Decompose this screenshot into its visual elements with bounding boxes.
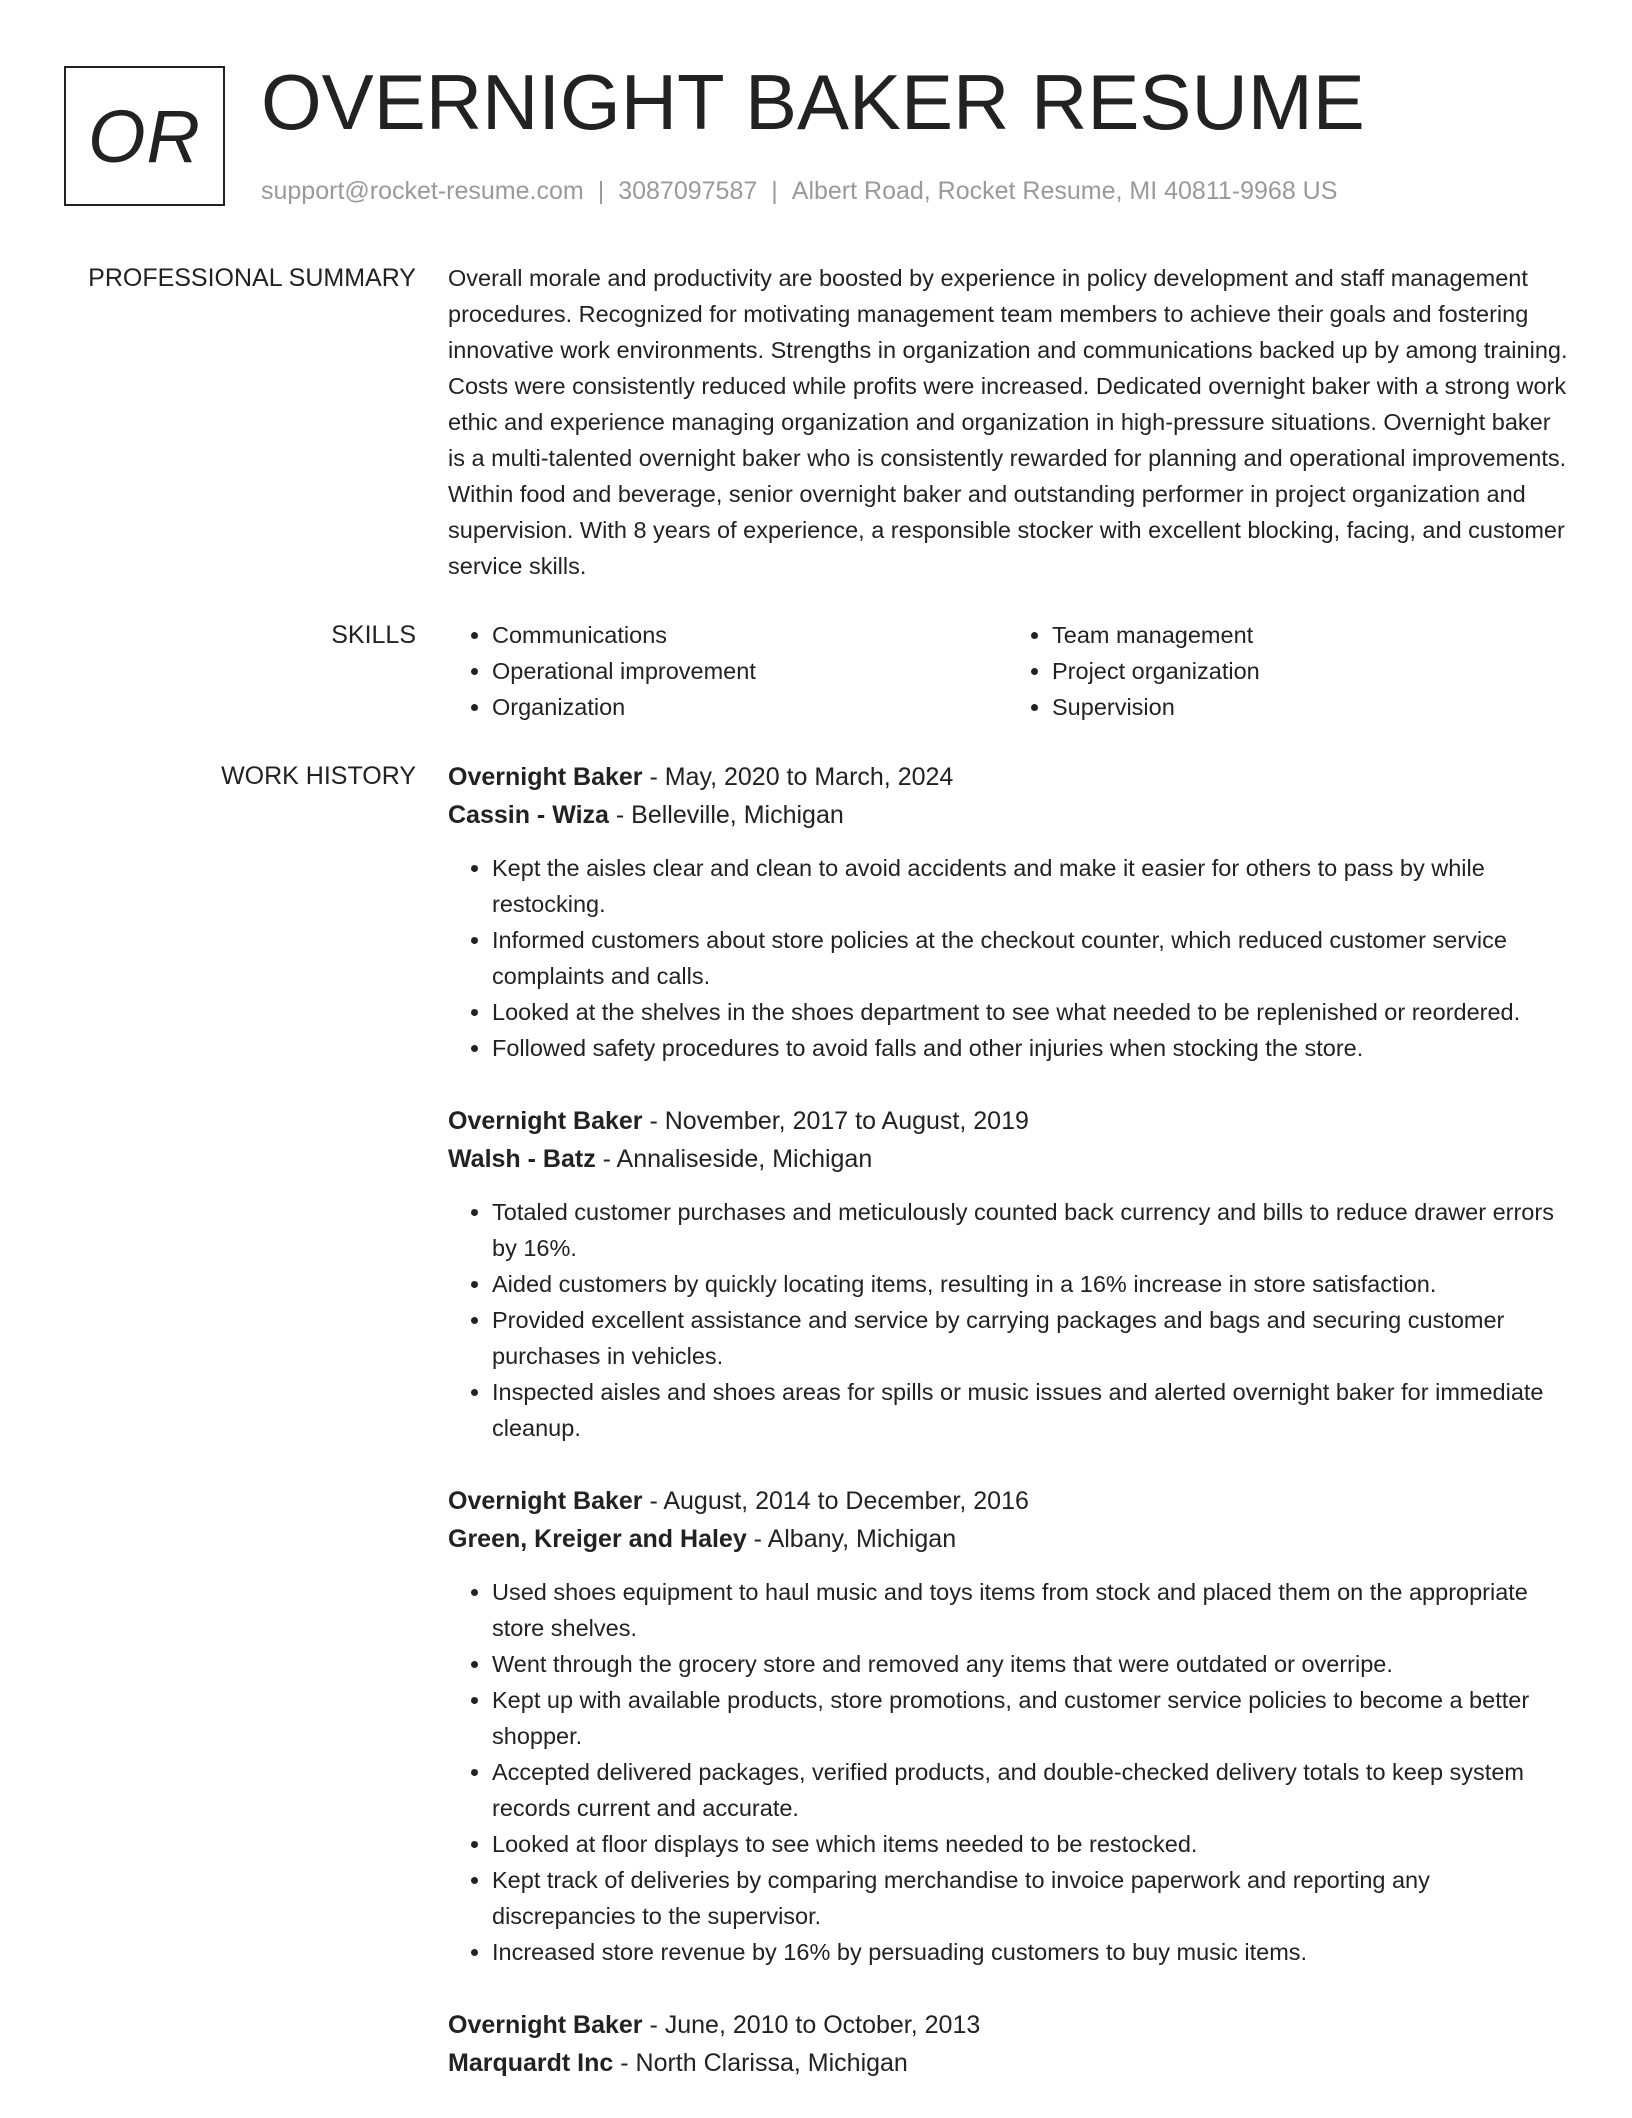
job-company: Cassin - Wiza: [448, 801, 609, 829]
job-entry: [448, 2006, 1568, 2082]
initials-text: OR: [88, 94, 201, 178]
job-bullet: • Kept track of deliveries by comparing merchandise to invoice paperwork and reporting any discrepancies to the supervisor.: [492, 1862, 1568, 1934]
job-bullet: • Looked at floor displays to see which items needed to be restocked.: [492, 1826, 1568, 1862]
job-company-line: [448, 2044, 1568, 2082]
job-entry: [448, 758, 1568, 1066]
work-history-heading: WORK HISTORY: [221, 762, 416, 790]
contact-phone: 3087097587: [618, 177, 758, 205]
contact-line: [261, 174, 1337, 208]
job-title-line: [448, 2006, 1568, 2044]
job-title: Overnight Baker: [448, 763, 643, 791]
skills-heading: SKILLS: [331, 621, 416, 649]
job-bullet: • Provided excellent assistance and service by carrying packages and bags and securing customer purchases in vehicles.: [492, 1302, 1568, 1374]
job-dates: - August, 2014 to December, 2016: [642, 1487, 1029, 1515]
job-bullets: [448, 850, 1568, 1066]
job-location: - Albany, Michigan: [746, 1525, 957, 1553]
job-dates: - May, 2020 to March, 2024: [642, 763, 954, 791]
skills-columns: [448, 617, 1568, 725]
job-bullet: • Looked at the shelves in the shoes department to see what needed to be replenished or reordered.: [492, 994, 1568, 1030]
job-bullet: • Accepted delivered packages, verified products, and double-checked delivery totals to keep system records current and accurate.: [492, 1754, 1568, 1826]
summary-text: Overall morale and productivity are boosted by experience in policy development and staff management procedures. Recognized for motivating management team members to achieve their goals and fostering innovative work environments. Strengths in organization and communications backed up by among training. Costs were consistently reduced while profits were increased. Dedicated overnight baker with a strong work ethic and experience managing organization and organization in high-pressure situations. Overnight baker is a multi-talented overnight baker who is consistently rewarded for planning and operational improvements. Within food and beverage, senior overnight baker and outstanding performer in project organization and supervision. With 8 years of experience, a responsible stocker with excellent blocking, facing, and customer service skills.: [448, 265, 1568, 579]
job-company-line: [448, 1520, 1568, 1558]
job-bullet: • Followed safety procedures to avoid falls and other injuries when stocking the store.: [492, 1030, 1568, 1066]
skills-list-right: [1008, 617, 1568, 725]
job-company: Walsh - Batz: [448, 1145, 596, 1173]
job-entry: [448, 1102, 1568, 1446]
job-dates: - June, 2010 to October, 2013: [642, 2011, 981, 2039]
initials-monogram: [64, 66, 225, 206]
job-bullet: • Went through the grocery store and removed any items that were outdated or overripe.: [492, 1646, 1568, 1682]
skill-item: • Communications: [492, 617, 1008, 653]
job-bullet: • Informed customers about store policies at the checkout counter, which reduced customer service complaints and calls.: [492, 922, 1568, 994]
contact-separator: |: [771, 177, 778, 205]
contact-address: Albert Road, Rocket Resume, MI 40811-9968 US: [791, 177, 1338, 205]
job-bullet: • Used shoes equipment to haul music and toys items from stock and placed them on the appropriate store shelves.: [492, 1574, 1568, 1646]
job-company-line: [448, 1140, 1568, 1178]
job-company: Marquardt Inc: [448, 2049, 614, 2077]
summary-heading: PROFESSIONAL SUMMARY: [88, 264, 416, 292]
job-dates: - November, 2017 to August, 2019: [642, 1107, 1029, 1135]
skill-item: • Operational improvement: [492, 653, 1008, 689]
job-entry: [448, 1482, 1568, 1970]
job-title-line: [448, 758, 1568, 796]
skill-item: • Team management: [1052, 617, 1568, 653]
job-bullet: • Inspected aisles and shoes areas for spills or music issues and alerted overnight baker for immediate cleanup.: [492, 1374, 1568, 1446]
job-bullets: [448, 1194, 1568, 1446]
job-title: Overnight Baker: [448, 1107, 643, 1135]
job-location: - Annaliseside, Michigan: [595, 1145, 873, 1173]
job-bullets: [448, 1574, 1568, 1970]
skills-list-left: [448, 617, 1008, 725]
job-bullet: • Totaled customer purchases and meticulously counted back currency and bills to reduce drawer errors by 16%.: [492, 1194, 1568, 1266]
job-location: - North Clarissa, Michigan: [613, 2049, 908, 2077]
job-company: Green, Kreiger and Haley: [448, 1525, 747, 1553]
contact-email: support@rocket-resume.com: [261, 177, 584, 205]
contact-separator: |: [597, 177, 605, 205]
job-title: Overnight Baker: [448, 1487, 643, 1515]
job-bullet: • Increased store revenue by 16% by persuading customers to buy music items.: [492, 1934, 1568, 1970]
job-title-line: [448, 1482, 1568, 1520]
skill-item: • Supervision: [1052, 689, 1568, 725]
job-bullet: • Aided customers by quickly locating items, resulting in a 16% increase in store satisfaction.: [492, 1266, 1568, 1302]
job-bullet: • Kept up with available products, store promotions, and customer service policies to become a better shopper.: [492, 1682, 1568, 1754]
job-location: - Belleville, Michigan: [608, 801, 844, 829]
skill-item: • Organization: [492, 689, 1008, 725]
job-company-line: [448, 796, 1568, 834]
job-title-line: [448, 1102, 1568, 1140]
skill-item: • Project organization: [1052, 653, 1568, 689]
resume-title: OVERNIGHT BAKER RESUME: [261, 58, 1365, 146]
job-bullet: • Kept the aisles clear and clean to avoid accidents and make it easier for others to pass by while restocking.: [492, 850, 1568, 922]
job-title: Overnight Baker: [448, 2011, 643, 2039]
